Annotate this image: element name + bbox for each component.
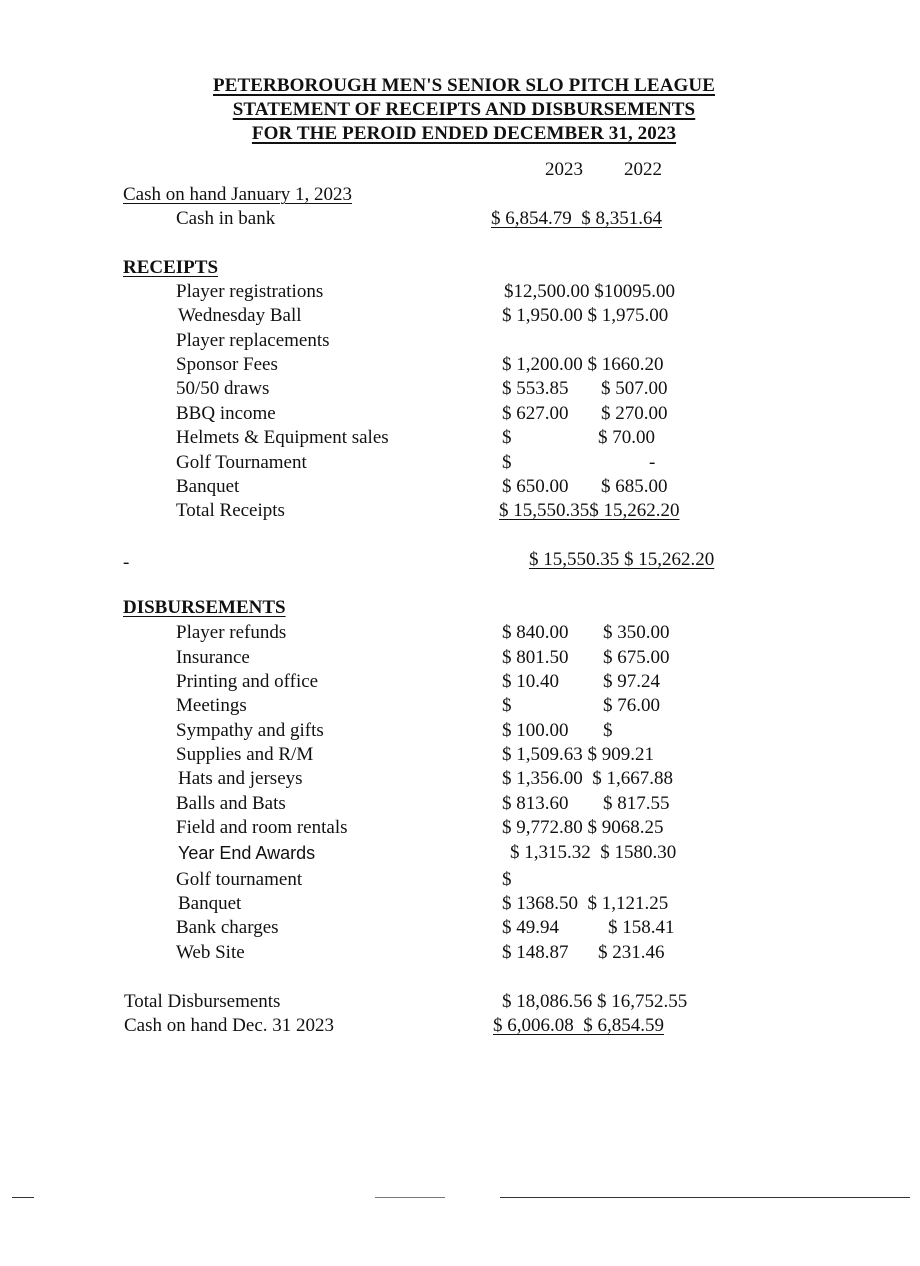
receipt-label: 50/50 draws [176,378,270,399]
disbursement-value-2023: $ 840.00 [502,622,569,643]
receipt-values: $ 1,950.00 $ 1,975.00 [502,305,669,326]
scan-line [375,1197,445,1198]
receipt-label: BBQ income [176,403,276,424]
scan-line [500,1197,910,1198]
disbursement-values: $ 9,772.80 $ 9068.25 [502,817,664,838]
receipt-values: $ 1,200.00 $ 1660.20 [502,354,664,375]
disbursements-heading: DISBURSEMENTS [123,597,286,618]
total-receipts-values: $ 15,550.35$ 15,262.20 [499,500,680,521]
receipt-value-2022: $ 685.00 [601,476,668,497]
closing-cash-label: Cash on hand Dec. 31 2023 [124,1015,335,1036]
dash-mark: - [123,552,130,573]
disbursement-value-2022: $ 158.41 [608,917,675,938]
disbursement-values: $ 1,356.00 $ 1,667.88 [502,768,673,789]
disbursement-value-2022: $ 350.00 [603,622,670,643]
disbursement-label: Meetings [176,695,247,716]
receipt-label: Helmets & Equipment sales [176,427,389,448]
column-year-2022: 2022 [624,159,662,180]
disbursement-label: Supplies and R/M [176,744,314,765]
receipt-value-2022: $ 270.00 [601,403,668,424]
column-year-2023: 2023 [545,159,583,180]
receipt-label: Wednesday Ball [178,305,302,326]
disbursement-value-2022: $ 76.00 [603,695,660,716]
disbursement-label: Field and room rentals [176,817,348,838]
receipt-value-2023: $ [502,452,512,473]
disbursement-value-2023: $ [502,869,512,890]
total-disbursements-label: Total Disbursements [124,991,281,1012]
scan-line [12,1197,34,1198]
total-disbursements-values: $ 18,086.56 $ 16,752.55 [502,991,688,1012]
disbursement-value-2023: $ 813.60 [502,793,569,814]
disbursement-values: $ 1368.50 $ 1,121.25 [502,893,669,914]
disbursement-label: Web Site [176,942,245,963]
disbursement-label: Sympathy and gifts [176,720,324,741]
disbursement-value-2023: $ 148.87 [502,942,569,963]
receipt-value-2022: $ 507.00 [601,378,668,399]
disbursement-value-2023: $ [502,695,512,716]
disbursement-label: Player refunds [176,622,287,643]
receipt-label: Player registrations [176,281,324,302]
disbursement-values: $ 1,509.63 $ 909.21 [502,744,654,765]
receipt-value-2022: - [649,452,656,473]
total-receipts-label: Total Receipts [176,500,285,521]
receipt-label: Golf Tournament [176,452,307,473]
receipt-label: Sponsor Fees [176,354,278,375]
disbursement-value-2023: $ 10.40 [502,671,559,692]
receipt-label: Banquet [176,476,240,497]
receipt-value-2023: $ 553.85 [502,378,569,399]
disbursement-value-2022: $ 97.24 [603,671,660,692]
disbursement-label: Insurance [176,647,250,668]
disbursement-value-2022: $ 675.00 [603,647,670,668]
disbursement-label: Year End Awards [178,843,316,863]
closing-cash-values: $ 6,006.08 $ 6,854.59 [493,1015,664,1036]
opening-values: $ 6,854.79 $ 8,351.64 [491,208,662,229]
disbursement-label: Bank charges [176,917,279,938]
disbursement-value-2022: $ 817.55 [603,793,670,814]
disbursement-value-2023: $ 100.00 [502,720,569,741]
opening-label: Cash in bank [176,208,276,229]
disbursement-values: $ 1,315.32 $ 1580.30 [510,842,677,863]
disbursement-label: Balls and Bats [176,793,286,814]
disbursement-value-2023: $ 49.94 [502,917,559,938]
disbursement-label: Banquet [178,893,242,914]
receipts-carried-total: $ 15,550.35 $ 15,262.20 [529,549,715,570]
disbursement-value-2022: $ [603,720,613,741]
receipts-heading: RECEIPTS [123,257,219,278]
receipt-value-2023: $ [502,427,512,448]
disbursement-label: Hats and jerseys [178,768,303,789]
opening-heading: Cash on hand January 1, 2023 [123,184,353,205]
disbursement-label: Printing and office [176,671,319,692]
disbursement-label: Golf tournament [176,869,303,890]
title-line-1: PETERBOROUGH MEN'S SENIOR SLO PITCH LEAGUE [213,75,715,96]
receipt-value-2022: $ 70.00 [598,427,655,448]
disbursement-value-2023: $ 801.50 [502,647,569,668]
receipt-values: $12,500.00 $10095.00 [504,281,675,302]
disbursement-value-2022: $ 231.46 [598,942,665,963]
receipt-value-2023: $ 627.00 [502,403,569,424]
receipt-value-2023: $ 650.00 [502,476,569,497]
title-line-2: STATEMENT OF RECEIPTS AND DISBURSEMENTS [232,99,696,120]
receipt-label: Player replacements [176,330,330,351]
title-line-3: FOR THE PEROID ENDED DECEMBER 31, 2023 [251,123,677,144]
